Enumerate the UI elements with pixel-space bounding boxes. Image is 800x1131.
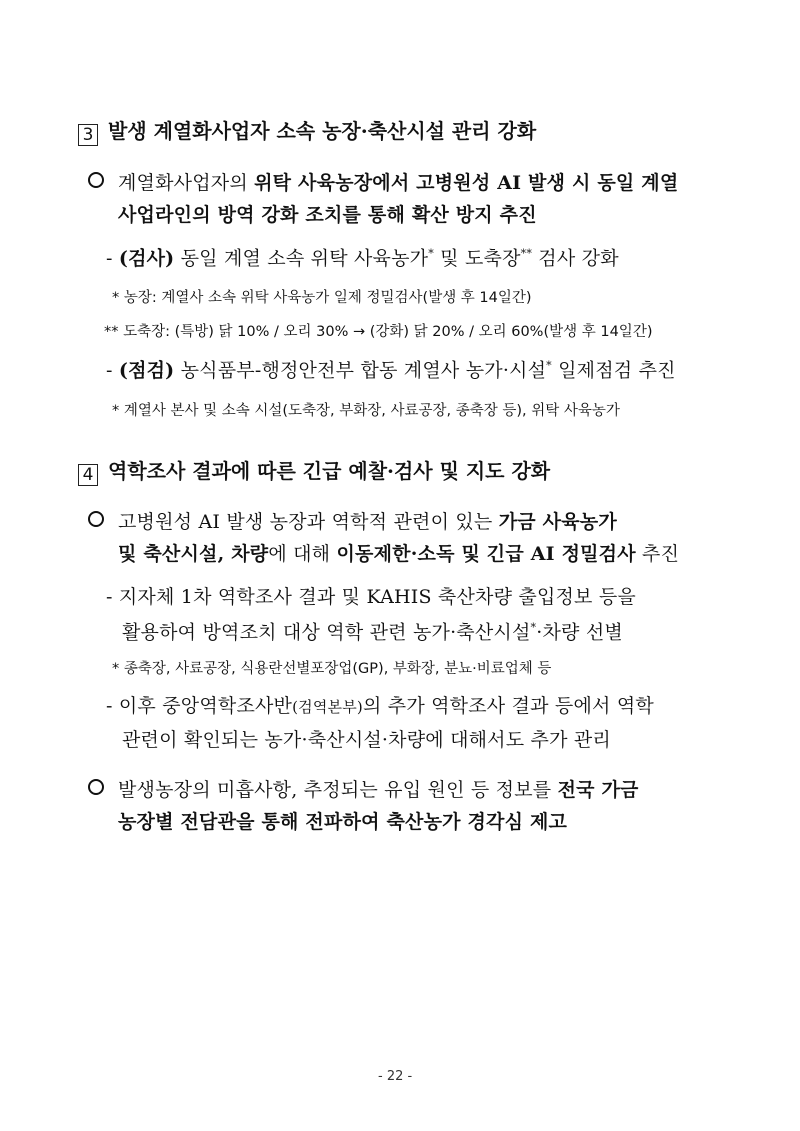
footnote: ** 도축장: (특방) 닭 10% / 오리 30% → (강화) 닭 20% / 오리 60%(발생 후 14일간) (104, 324, 653, 340)
dash-item: - 지자체 1차 역학조사 결과 및 KAHIS 축산차량 출입정보 등을 (106, 586, 636, 608)
bullet-item: 발생농장의 미흡사항, 추정되는 유입 원인 등 정보를 전국 가금 (88, 779, 639, 800)
dash-item-continuation: 활용하여 방역조치 대상 역학 관련 농가·축산시설*·차량 선별 (122, 621, 623, 644)
dash-item: - 이후 중앙역학조사반(검역본부)의 추가 역학조사 결과 등에서 역학 (106, 695, 654, 717)
bullet-item-continuation: 농장별 전담관을 통해 전파하여 축산농가 경각심 제고 (118, 811, 568, 833)
bullet-item: 고병원성 AI 발생 농장과 역학적 관련이 있는 가금 사육농가 (88, 511, 617, 532)
circle-bullet-icon (88, 172, 104, 188)
section-3-title: 발생 계열화사업자 소속 농장·축산시설 관리 강화 (108, 119, 537, 143)
footnote: * 농장: 계열사 소속 위탁 사육농가 일제 정밀검사(발생 후 14일간) (112, 290, 532, 306)
section-3-heading (78, 121, 536, 146)
dash-item-check: - (점검) 농식품부-행정안전부 합동 계열사 농가·시설* 일제점검 추진 (106, 359, 676, 382)
bullet-item-continuation: 및 축산시설, 차량에 대해 이동제한·소독 및 긴급 AI 정밀검사 추진 (118, 543, 680, 565)
section-number-box: 3 (78, 124, 98, 146)
bullet-item-continuation: 사업라인의 방역 강화 조치를 통해 확산 방지 추진 (118, 204, 537, 226)
section-number-box: 4 (78, 464, 98, 486)
dash-item-inspection: - (검사) 동일 계열 소속 위탁 사육농가* 및 도축장** 검사 강화 (106, 247, 619, 270)
circle-bullet-icon (88, 511, 104, 527)
bullet-item: 계열화사업자의 위탁 사육농장에서 고병원성 AI 발생 시 동일 계열 (88, 172, 678, 193)
section-4-heading (78, 461, 550, 486)
footnote: * 계열사 본사 및 소속 시설(도축장, 부화장, 사료공장, 종축장 등), 위탁 사육농가 (112, 403, 620, 419)
section-4-title: 역학조사 결과에 따른 긴급 예찰·검사 및 지도 강화 (108, 459, 551, 483)
circle-bullet-icon (88, 779, 104, 795)
footnote: * 종축장, 사료공장, 식용란선별포장업(GP), 부화장, 분뇨·비료업체 등 (112, 661, 552, 677)
page-number: - 22 - (378, 1069, 413, 1084)
dash-item-continuation: 관련이 확인되는 농가·축산시설·차량에 대해서도 추가 관리 (122, 729, 611, 751)
